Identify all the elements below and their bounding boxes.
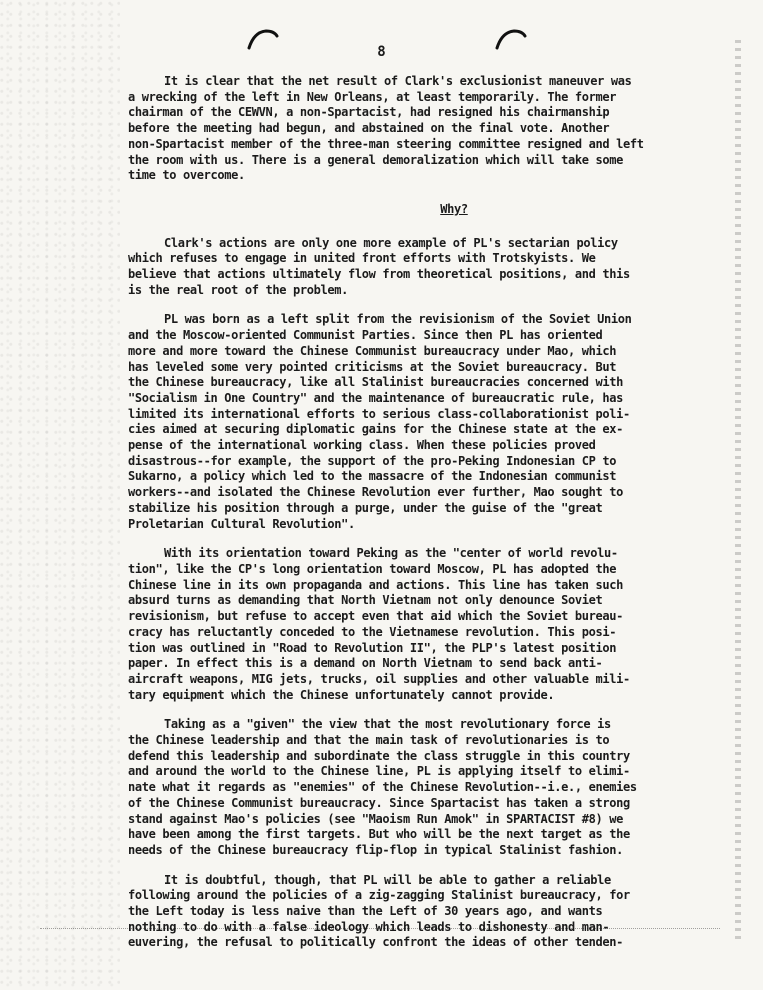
text-line: absurd turns as demanding that North Vietnam not only denounce Soviet (128, 593, 603, 608)
text-line: has leveled some very pointed criticisms at the Soviet bureaucracy. But (128, 359, 617, 374)
text-line: before the meeting had begun, and abstained on the final vote. Another (128, 121, 610, 136)
text-line: workers--and isolated the Chinese Revolution ever further, Mao sought to (128, 485, 623, 500)
text-line: Sukarno, a policy which led to the massacre of the Indonesian communist (128, 469, 617, 484)
text-line: Clark's actions are only one more example of PL's sectarian policy (164, 235, 618, 250)
text-line: which refuses to engage in united front efforts with Trotskyists. We (128, 251, 596, 266)
page-number: 8 (377, 44, 386, 60)
text-line: the Left today is less naive than the Left of 30 years ago, and wants (128, 904, 603, 919)
text-line: tary equipment which the Chinese unfortunately cannot provide. (128, 687, 555, 702)
text-line: and the Moscow-oriented Communist Parties. Since then PL has oriented (128, 328, 603, 343)
right-edge-artifact (735, 40, 741, 940)
paragraph-2 (128, 236, 660, 299)
text-line: the Chinese leadership and that the main task of revolutionaries is to (128, 733, 610, 748)
text-line: Chinese line in its own propaganda and actions. This line has taken such (128, 577, 623, 592)
paragraph-6 (128, 873, 660, 952)
bottom-rule (40, 928, 720, 930)
text-line: euvering, the refusal to politically confront the ideas of other tenden- (128, 935, 623, 950)
text-line: pense of the international working class. When these policies proved (128, 438, 596, 453)
text-line: is the real root of the problem. (128, 282, 348, 297)
text-line: believe that actions ultimately flow from theoretical positions, and this (128, 267, 630, 282)
text-line: the Chinese bureaucracy, like all Stalinist bureaucracies concerned with (128, 375, 623, 390)
text-line: have been among the first targets. But who will be the next target as the (128, 827, 630, 842)
text-line: and around the world to the Chinese line, PL is applying itself to elimi- (128, 764, 630, 779)
text-line: more and more toward the Chinese Communist bureaucracy under Mao, which (128, 343, 617, 358)
text-line: chairman of the CEWVN, a non-Spartacist, had resigned his chairmanship (128, 105, 610, 120)
text-line: With its orientation toward Peking as the "center of world revolu- (164, 546, 618, 561)
text-line: revisionism, but refuse to accept even that aid which the Soviet bureau- (128, 609, 623, 624)
text-line: tion was outlined in "Road to Revolution II", the PLP's latest position (128, 640, 617, 655)
text-line: of the Chinese Communist bureaucracy. Since Spartacist has taken a strong (128, 795, 630, 810)
text-line: "Socialism in One Country" and the maintenance of bureaucratic rule, has (128, 390, 623, 405)
text-line: the room with us. There is a general demoralization which will take some (128, 152, 623, 167)
text-line: defend this leadership and subordinate the class struggle in this country (128, 748, 630, 763)
text-line: time to overcome. (128, 168, 245, 183)
text-line: nothing to do with a false ideology which leads to dishonesty and man- (128, 919, 610, 934)
text-line: It is clear that the net result of Clark's exclusionist maneuver was (164, 74, 632, 88)
text-line: stand against Mao's policies (see "Maoism Run Amok" in SPARTACIST #8) we (128, 811, 623, 826)
text-line: tion", like the CP's long orientation toward Moscow, PL has adopted the (128, 561, 617, 576)
text-line: stabilize his position through a purge, under the guise of the "great (128, 500, 603, 515)
paragraph-4 (128, 546, 660, 703)
text-line: paper. In effect this is a demand on North Vietnam to send back anti- (128, 656, 603, 671)
left-margin-speckle (0, 0, 120, 990)
section-heading: Why? (440, 201, 468, 216)
paragraph-1 (128, 74, 660, 184)
text-line: aircraft weapons, MIG jets, trucks, oil supplies and other valuable mili- (128, 671, 630, 686)
text-line: following around the policies of a zig-zagging Stalinist bureaucracy, for (128, 888, 630, 903)
text-line: Taking as a "given" the view that the most revolutionary force is (164, 717, 611, 732)
text-line: needs of the Chinese bureaucracy flip-flop in typical Stalinist fashion. (128, 842, 623, 857)
text-line: cies aimed at securing diplomatic gains for the Chinese state at the ex- (128, 422, 623, 437)
paragraph-5 (128, 717, 660, 858)
text-line: cracy has reluctantly conceded to the Vietnamese revolution. This posi- (128, 624, 617, 639)
text-line: Proletarian Cultural Revolution". (128, 516, 355, 531)
text-line: nate what it regards as "enemies" of the Chinese Revolution--i.e., enemies (128, 780, 637, 795)
body-text (128, 74, 660, 965)
text-line: limited its international efforts to serious class-collaborationist poli- (128, 406, 630, 421)
text-line: non-Spartacist member of the three-man steering committee resigned and left (128, 136, 644, 151)
paragraph-3 (128, 312, 660, 532)
text-line: disastrous--for example, the support of the pro-Peking Indonesian CP to (128, 453, 617, 468)
text-line: PL was born as a left split from the revisionism of the Soviet Union (164, 312, 632, 327)
text-line: a wrecking of the left in New Orleans, at least temporarily. The former (128, 89, 617, 104)
text-line: It is doubtful, though, that PL will be able to gather a reliable (164, 872, 611, 887)
